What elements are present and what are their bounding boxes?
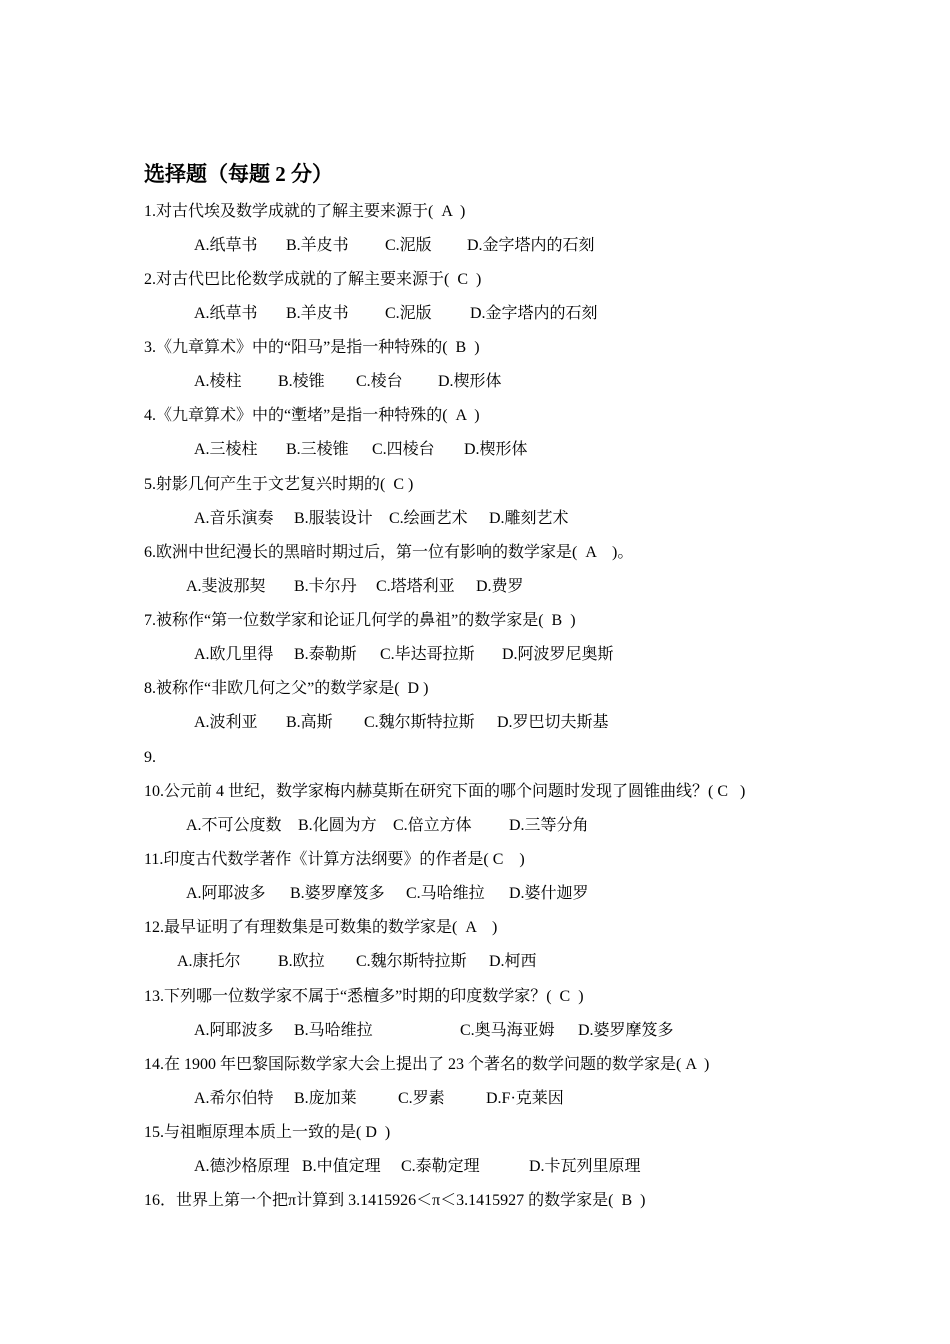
option-2a: A.纸草书 — [194, 305, 258, 322]
section-heading: 选择题（每题 2 分） — [144, 162, 333, 186]
option-6d: D.费罗 — [476, 578, 524, 595]
option-2d: D.金字塔内的石刻 — [470, 305, 598, 322]
option-8a: A.波利亚 — [194, 714, 258, 731]
option-15d: D.卡瓦列里原理 — [529, 1158, 641, 1175]
option-11a: A.阿耶波多 — [186, 885, 266, 902]
option-14a: A.希尔伯特 — [194, 1090, 274, 1107]
option-5a: A.音乐演奏 — [194, 510, 274, 527]
option-4b: B.三棱锥 — [286, 441, 349, 458]
option-15b: B.中值定理 — [302, 1158, 381, 1175]
option-4c: C.四棱台 — [372, 441, 435, 458]
option-8c: C.魏尔斯特拉斯 — [364, 714, 475, 731]
question-9: 9. — [144, 749, 156, 766]
option-14b: B.庞加莱 — [294, 1090, 357, 1107]
option-15a: A.德沙格原理 — [194, 1158, 290, 1175]
option-1d: D.金字塔内的石刻 — [467, 237, 595, 254]
question-1: 1.对古代埃及数学成就的了解主要来源于( A ) — [144, 203, 466, 220]
option-7a: A.欧几里得 — [194, 646, 274, 663]
option-12a: A.康托尔 — [177, 953, 241, 970]
option-1a: A.纸草书 — [194, 237, 258, 254]
option-15c: C.泰勒定理 — [401, 1158, 480, 1175]
option-8b: B.高斯 — [286, 714, 333, 731]
option-8d: D.罗巴切夫斯基 — [497, 714, 609, 731]
option-5b: B.服装设计 — [294, 510, 373, 527]
question-5: 5.射影几何产生于文艺复兴时期的( C ) — [144, 476, 414, 493]
option-12c: C.魏尔斯特拉斯 — [356, 953, 467, 970]
question-6: 6.欧洲中世纪漫长的黑暗时期过后，第一位有影响的数学家是( A )。 — [144, 544, 634, 561]
option-13c: C.奥马海亚姆 — [460, 1022, 555, 1039]
question-15: 15.与祖暅原理本质上一致的是( D ) — [144, 1124, 391, 1141]
option-2b: B.羊皮书 — [286, 305, 349, 322]
option-6a: A.斐波那契 — [186, 578, 266, 595]
option-4a: A.三棱柱 — [194, 441, 258, 458]
option-11b: B.婆罗摩笈多 — [290, 885, 385, 902]
option-12d: D.柯西 — [489, 953, 537, 970]
question-14: 14.在 1900 年巴黎国际数学家大会上提出了 23 个著名的数学问题的数学家是( A ) — [144, 1056, 710, 1073]
option-13a: A.阿耶波多 — [194, 1022, 274, 1039]
question-2: 2.对古代巴比伦数学成就的了解主要来源于( C ) — [144, 271, 482, 288]
option-6b: B.卡尔丹 — [294, 578, 357, 595]
option-3a: A.棱柱 — [194, 373, 242, 390]
option-12b: B.欧拉 — [278, 953, 325, 970]
option-14c: C.罗素 — [398, 1090, 445, 1107]
option-4d: D.楔形体 — [464, 441, 528, 458]
option-3b: B.棱锥 — [278, 373, 325, 390]
question-13: 13.下列哪一位数学家不属于“悉檀多”时期的印度数学家？( C ) — [144, 988, 584, 1005]
question-16: 16．世界上第一个把π计算到 3.1415926＜π＜3.1415927 的数学家是( B ) — [144, 1192, 646, 1209]
option-3d: D.楔形体 — [438, 373, 502, 390]
option-7d: D.阿波罗尼奥斯 — [502, 646, 614, 663]
question-7: 7.被称作“第一位数学家和论证几何学的鼻祖”的数学家是( B ) — [144, 612, 576, 629]
option-2c: C.泥版 — [385, 305, 432, 322]
question-4: 4.《九章算术》中的“壍堵”是指一种特殊的( A ) — [144, 407, 480, 424]
option-13b: B.马哈维拉 — [294, 1022, 373, 1039]
question-11: 11.印度古代数学著作《计算方法纲要》的作者是( C ) — [144, 851, 525, 868]
question-3: 3.《九章算术》中的“阳马”是指一种特殊的( B ) — [144, 339, 480, 356]
option-10a: A.不可公度数 — [186, 817, 282, 834]
option-14d: D.F·克莱因 — [486, 1090, 564, 1107]
option-10b: B.化圆为方 — [298, 817, 377, 834]
option-6c: C.塔塔利亚 — [376, 578, 455, 595]
option-5c: C.绘画艺术 — [389, 510, 468, 527]
option-1b: B.羊皮书 — [286, 237, 349, 254]
option-5d: D.雕刻艺术 — [489, 510, 569, 527]
option-3c: C.棱台 — [356, 373, 403, 390]
option-10c: C.倍立方体 — [393, 817, 472, 834]
option-11d: D.婆什迦罗 — [509, 885, 589, 902]
option-7c: C.毕达哥拉斯 — [380, 646, 475, 663]
option-1c: C.泥版 — [385, 237, 432, 254]
question-12: 12.最早证明了有理数集是可数集的数学家是( A ) — [144, 919, 498, 936]
option-11c: C.马哈维拉 — [406, 885, 485, 902]
option-10d: D.三等分角 — [509, 817, 589, 834]
question-10: 10.公元前 4 世纪，数学家梅内赫莫斯在研究下面的哪个问题时发现了圆锥曲线？( C ) — [144, 783, 746, 800]
question-8: 8.被称作“非欧几何之父”的数学家是( D ) — [144, 680, 429, 697]
option-7b: B.泰勒斯 — [294, 646, 357, 663]
option-13d: D.婆罗摩笈多 — [578, 1022, 674, 1039]
